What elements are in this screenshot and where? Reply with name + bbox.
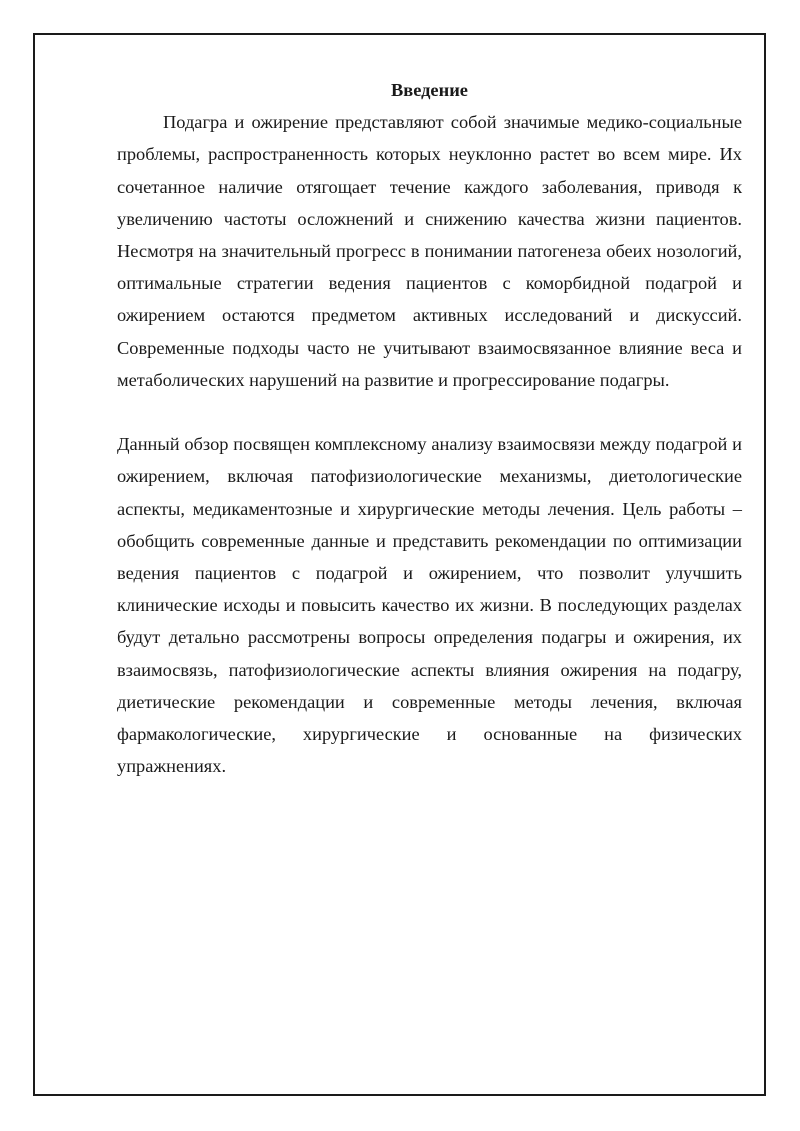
paragraph-intro: Подагра и ожирение представляют собой значимые медико-социальные проблемы, распространенность которых неуклонно растет во всем мире. Их сочетанное наличие отягощает течение каждого заболевания, приводя к увеличению частоты осложнений и снижению качества жизни пациентов. Несмотря на значительный прогресс в понимании патогенеза обеих нозологий, оптимальные стратегии ведения пациентов с коморбидной подагрой и ожирением остаются предметом активных исследований и дискуссий. Современные подходы часто не учитывают взаимосвязанное влияние веса и метаболических нарушений на развитие и прогрессирование подагры. [117,112,742,390]
paragraph-spacer [117,396,742,428]
document-body [117,74,742,782]
section-title: Введение [391,80,468,100]
paragraph-review-scope: Данный обзор посвящен комплексному анализу взаимосвязи между подагрой и ожирением, включая патофизиологические механизмы, диетологические аспекты, медикаментозные и хирургические методы лечения. Цель работы – обобщить современные данные и представить рекомендации по оптимизации ведения пациентов с подагрой и ожирением, что позволит улучшить клинические исходы и повысить качество их жизни. В последующих разделах будут детально рассмотрены вопросы определения подагры и ожирения, их взаимосвязь, патофизиологические аспекты влияния ожирения на подагру, диетические рекомендации и современные методы лечения, включая фармакологические, хирургические и основанные на физических упражнениях. [117,434,742,777]
